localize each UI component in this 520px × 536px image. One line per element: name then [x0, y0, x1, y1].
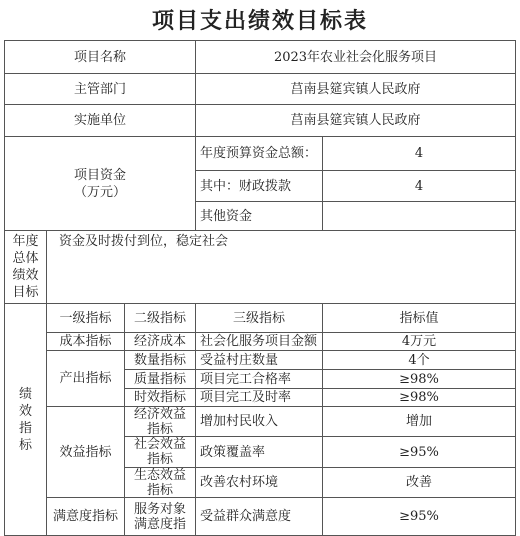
header-value: 指标值 [322, 303, 516, 333]
l2-cell: 质量指标 [124, 369, 196, 389]
l3-cell: 受益村庄数量 [195, 350, 323, 370]
l2-cell: 经济效益 指标 [124, 406, 196, 437]
project-funds-label: 项目资金 （万元） [4, 136, 196, 231]
annual-budget-value: 4 [322, 136, 516, 171]
performance-table [4, 40, 516, 536]
l3-cell: 项目完工合格率 [195, 369, 323, 389]
level1-satisfaction: 满意度指标 [46, 497, 125, 536]
indicators-section-label: 绩 效 指 标 [4, 303, 47, 536]
annual-budget-label: 年度预算资金总额： [195, 136, 323, 171]
value-cell: ≥95% [322, 497, 516, 536]
l2-cell: 生态效益 指标 [124, 467, 196, 498]
project-name-value: 2023年农业社会化服务项目 [195, 40, 516, 74]
level1-output: 产出指标 [46, 350, 125, 407]
l2-cell: 社会效益 指标 [124, 436, 196, 468]
header-level3: 三级指标 [195, 303, 323, 333]
l2-cell: 时效指标 [124, 388, 196, 407]
value-cell: 4个 [322, 350, 516, 370]
value-cell: ≥98% [322, 369, 516, 389]
level1-cost: 成本指标 [46, 332, 125, 351]
page-title: 项目支出绩效目标表 [151, 8, 368, 34]
level1-benefit: 效益指标 [46, 406, 125, 498]
header-level2: 二级指标 [124, 303, 196, 333]
value-cell: 改善 [322, 467, 516, 498]
annual-goal-value: 资金及时拨付到位，稳定社会 [46, 230, 516, 304]
l3-cell: 改善农村环境 [195, 467, 323, 498]
department-value: 莒南县筵宾镇人民政府 [195, 73, 516, 105]
l3-cell: 项目完工及时率 [195, 388, 323, 407]
value-cell: 4万元 [322, 332, 516, 351]
l3-cell: 社会化服务项目金额 [195, 332, 323, 351]
header-level1: 一级指标 [46, 303, 125, 333]
other-funds-value [322, 201, 516, 231]
fiscal-allocation-label: 其中：财政拨款 [195, 170, 323, 202]
l3-cell: 政策覆盖率 [195, 436, 323, 468]
department-label: 主管部门 [4, 73, 196, 105]
implementing-unit-value: 莒南县筵宾镇人民政府 [195, 104, 516, 137]
value-cell: ≥98% [322, 388, 516, 407]
implementing-unit-label: 实施单位 [4, 104, 196, 137]
l3-cell: 受益群众满意度 [195, 497, 323, 536]
value-cell: 增加 [322, 406, 516, 437]
l3-cell: 增加村民收入 [195, 406, 323, 437]
l2-cell: 服务对象 满意度指 [124, 497, 196, 536]
annual-goal-label: 年度 总体 绩效 目标 [4, 230, 47, 304]
other-funds-label: 其他资金 [195, 201, 323, 231]
l2-cell: 数量指标 [124, 350, 196, 370]
value-cell: ≥95% [322, 436, 516, 468]
project-name-label: 项目名称 [4, 40, 196, 74]
fiscal-allocation-value: 4 [322, 170, 516, 202]
l2-cell: 经济成本 [124, 332, 196, 351]
